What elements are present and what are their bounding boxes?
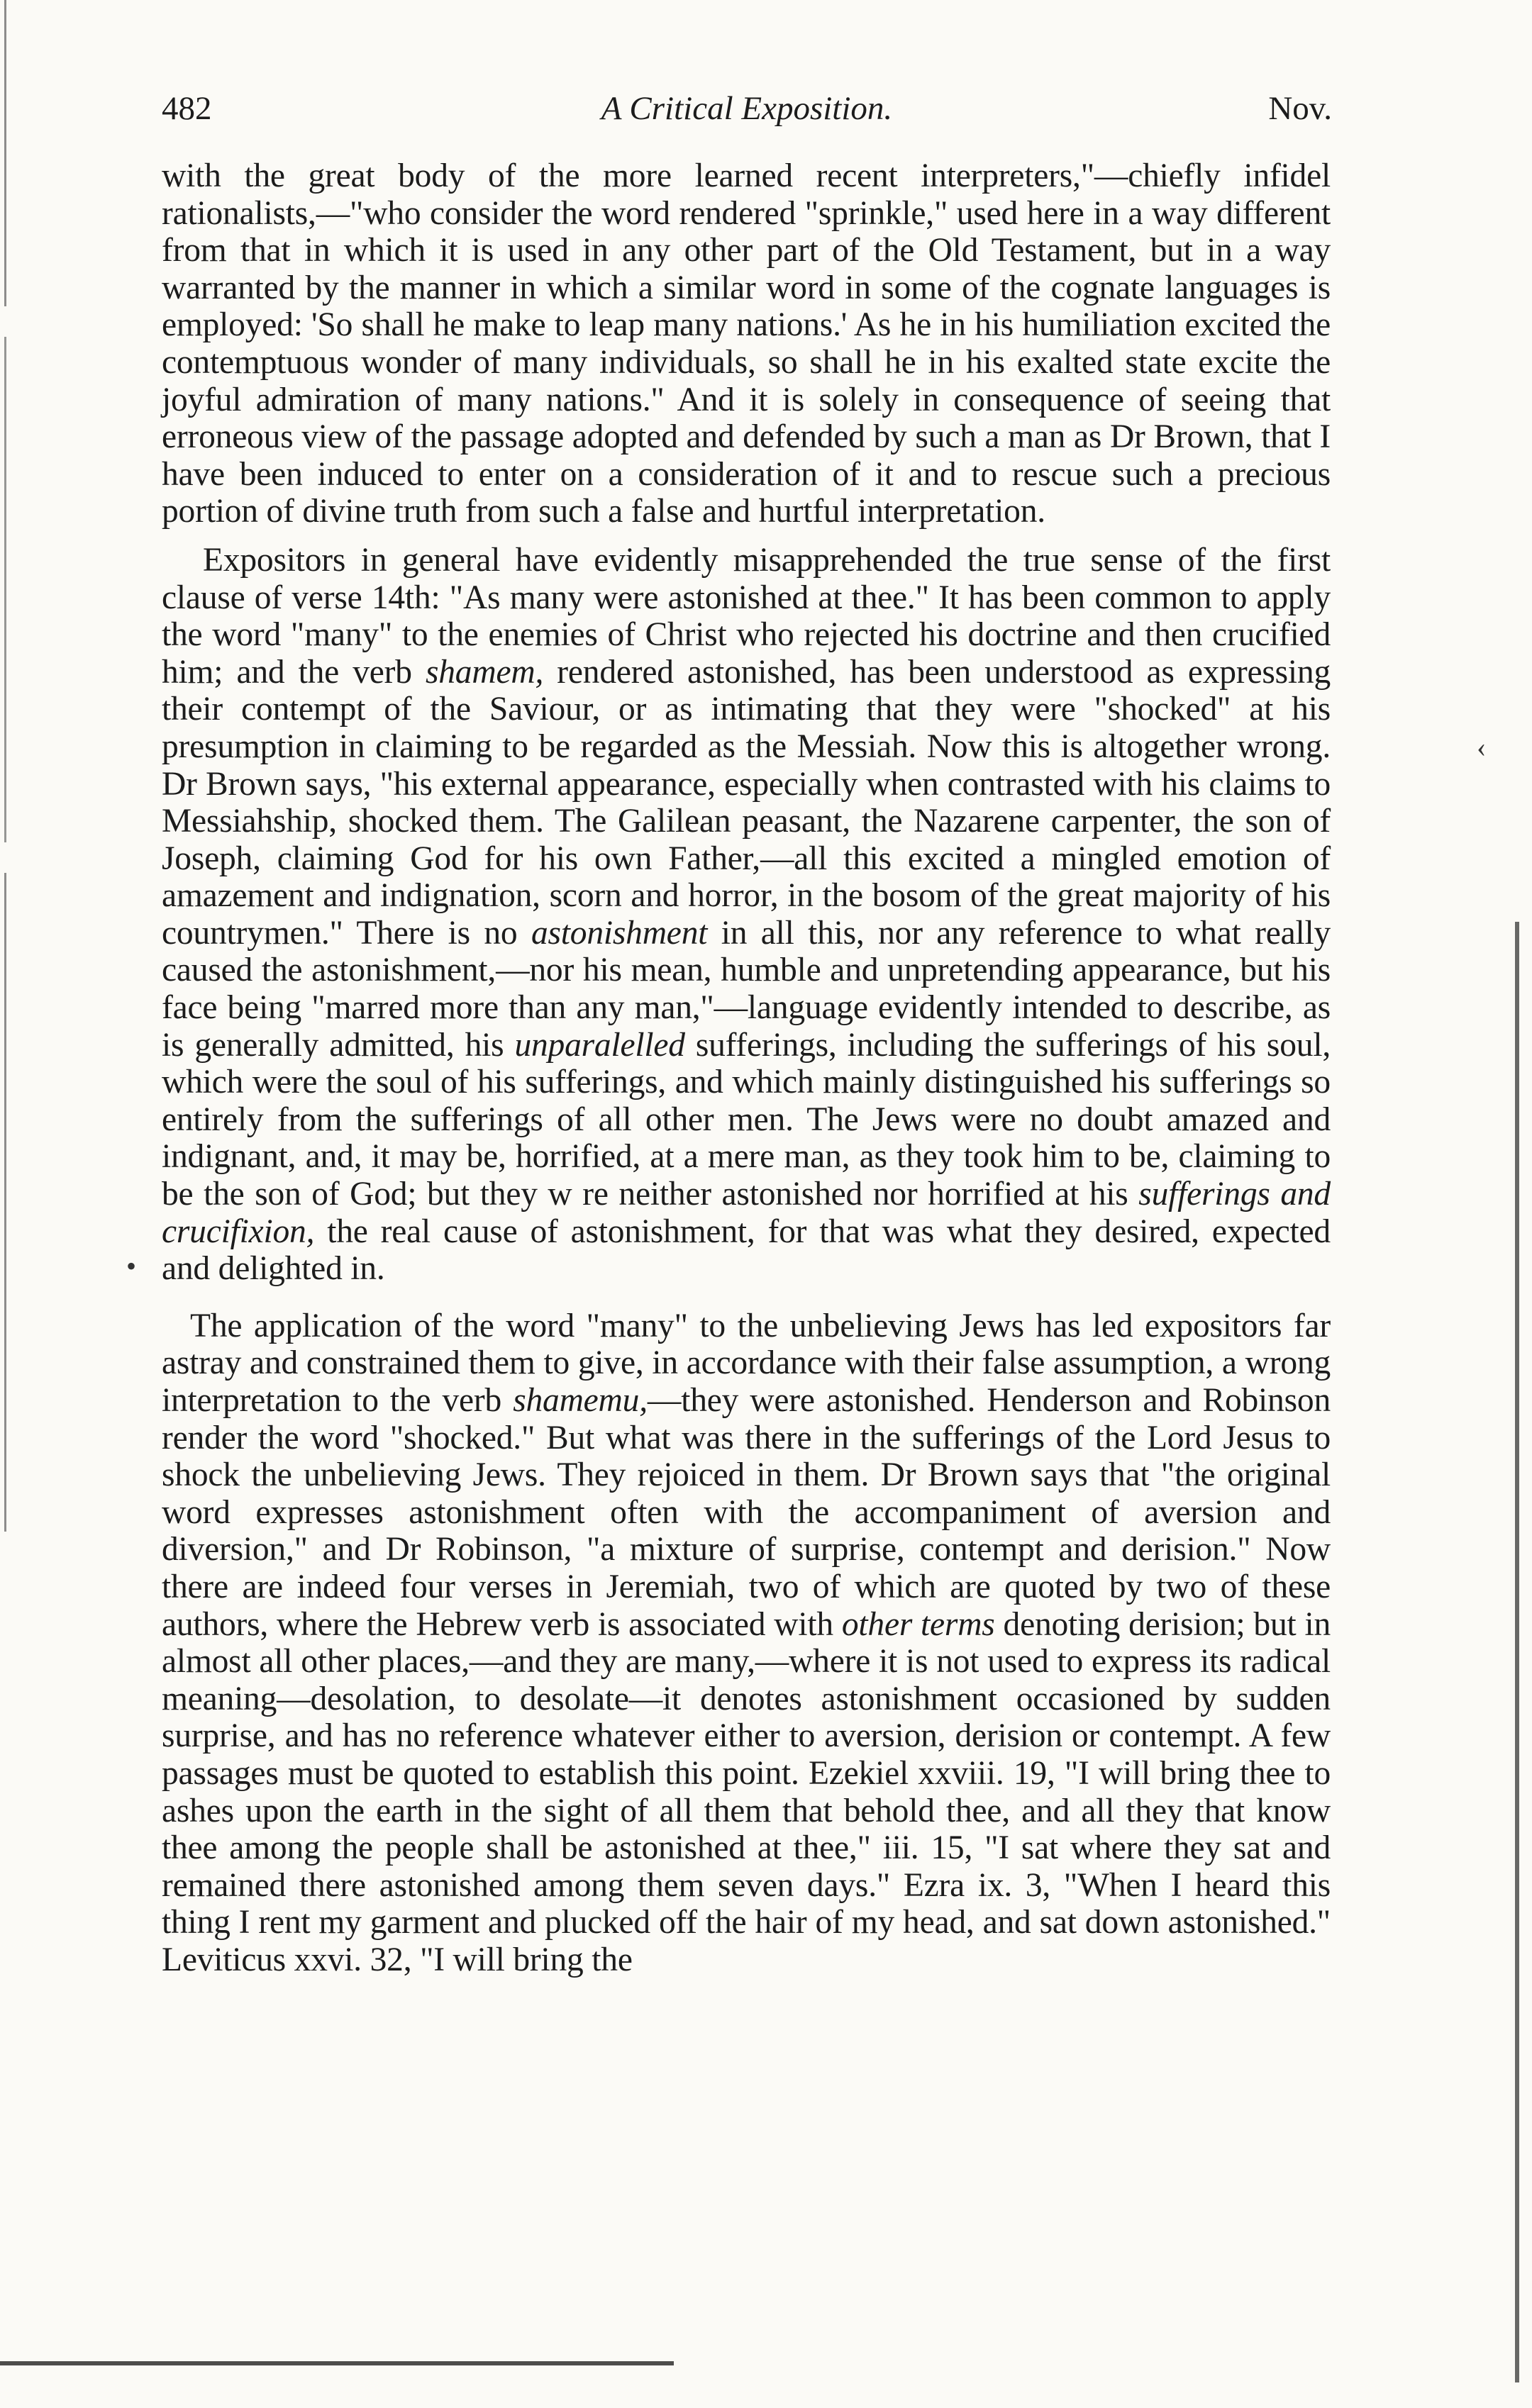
- paragraph-text: the real cause of astonishment, for that was what they desired, expected and delighted in.: [162, 1213, 1331, 1288]
- paragraph-3: [162, 1308, 1331, 1979]
- paragraph-2: [162, 542, 1331, 1288]
- bottom-rule: [0, 2361, 674, 2365]
- paragraph-text: The application of the word "many" to the unbelieving Jews has led expositors far astray and constrained them to give, in accordance with their false assumption, a wrong interpretation to the verb: [162, 1307, 1331, 1419]
- paragraph-text: —they were astonished. Henderson and Robinson render the word "shocked." But what was there in the sufferings of the Lord Jesus to shock the unbelieving Jews. They rejoiced in them. Dr Brown says that "the original word expresses astonishment often with the accompaniment of aversion and diversion," and Dr Robinson, "a mixture of surprise, contempt and derision." Now there are indeed four verses in Jeremiah, two of which are quoted by two of these authors, where the Hebrew verb is associated with: [162, 1382, 1331, 1643]
- italic-term: sufferings and crucifixion,: [162, 1176, 1331, 1250]
- running-title: A Critical Exposition.: [601, 90, 893, 127]
- italic-term: other terms: [841, 1605, 995, 1643]
- italic-term: astonishment: [531, 914, 708, 952]
- left-margin-rule: [4, 0, 6, 1532]
- paragraph-text: Expositors in general have evidently misapprehended the true sense of the first clause of verse 14th: "As many were astonished at thee." It has been common to apply the word "many" to the enemies of Christ who rejected his doctrine and then crucified him; and the verb: [162, 541, 1331, 691]
- italic-term: shamemu,: [513, 1382, 648, 1419]
- margin-mark: ‹: [1477, 731, 1487, 763]
- paragraph-text: denoting derision; but in almost all other places,—and they are many,—where it is not used to express its radical meaning—desolation, to desolate—it denotes astonishment occasioned by sudden surprise, and has no reference whatever either to aversion, derision or contempt. A few passages must be quoted to establish this point. Ezekiel xxviii. 19, "I will bring thee to ashes upon the earth in the sight of all them that behold thee, and all they that know thee among the people shall be astonished at thee," iii. 15, "I sat where they sat and remained there astonished among them seven days." Ezra ix. 3, "When I heard this thing I rent my garment and plucked off the hair of my head, and sat down astonished." Leviticus xxvi. 32, "I will bring the: [162, 1605, 1331, 1978]
- page-header: [162, 84, 1332, 133]
- paragraph-text: in all this, nor any reference to what really caused the astonishment,—nor his mean, humble and unpretending appearance, but his face being "marred more than any man,"—language evidently intended to describe, as is generally admitted, his: [162, 914, 1331, 1064]
- paragraph-text: sufferings, including the sufferings of his soul, which were the soul of his sufferings, and which mainly distinguished his sufferings so entirely from the sufferings of all other men. The Jews were no doubt amazed and indignant, and, it may be, horrified, at a mere man, as they took him to be, claiming to be the son of God; but they w re neither astonished nor horrified at his: [162, 1026, 1331, 1213]
- italic-term: shamem,: [425, 653, 544, 691]
- margin-bullet: •: [126, 1250, 137, 1282]
- page-body: [162, 157, 1331, 1979]
- paragraph-text: rendered astonished, has been understood as expressing their contempt of the Saviour, or as intimating that they were "shocked" at his presumption in claiming to be regarded as the Messiah. Now this is altogether wrong. Dr Brown says, "his external appearance, especially when contrasted with his claims to Messiahship, shocked them. The Galilean peasant, the Nazarene carpenter, the son of Joseph, claiming God for his own Father,—all this excited a mingled emotion of amazement and indignation, scorn and horror, in the bosom of the great majority of his countrymen." There is no: [162, 653, 1331, 952]
- header-month: Nov.: [1268, 90, 1332, 127]
- paragraph-1: with the great body of the more learned recent interpreters,"—chiefly infidel rationalists,—"who consider the word rendered "sprinkle," used here in a way different from that in which it is used in any other part of the Old Testament, but in a way warranted by the manner in which a similar word in some of the cognate languages is employed: 'So shall he make to leap many nations.' As he in his humiliation excited the contemptuous wonder of many individuals, so shall he in his exalted state excite the joyful admiration of many nations." And it is solely in consequence of seeing that erroneous view of the passage adopted and defended by such a man as Dr Brown, that I have been induced to enter on a consideration of it and to rescue such a precious portion of divine truth from such a false and hurtful interpretation.: [162, 157, 1331, 530]
- page-number: 482: [162, 90, 212, 127]
- right-margin-rule: [1515, 922, 1519, 2382]
- italic-term: unparalelled: [514, 1026, 685, 1064]
